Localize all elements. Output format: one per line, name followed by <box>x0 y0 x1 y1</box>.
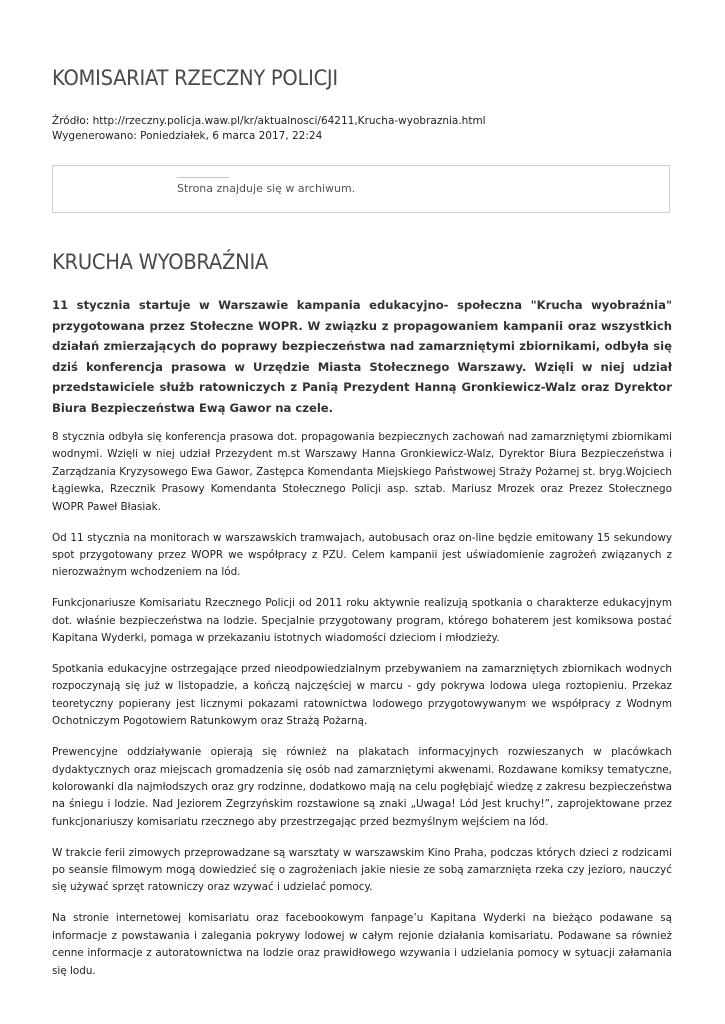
archive-notice-box <box>52 165 670 213</box>
archive-notice-divider <box>177 177 229 178</box>
generated-line: Wygenerowano: Poniedziałek, 6 marca 2017, 22:24 <box>52 130 323 142</box>
article-paragraph: 8 stycznia odbyła się konferencja prasowa dot. propagowania bezpiecznych zachowań nad zamarzniętymi zbiornikami wodnymi. Wzięli w niej udział Przezydent m.st Warszawy Hanna Gronkiewicz-Walz, Dyrektor Biura Bezpieczeństwa i Zarządzania Kryzysowego Ewa Gawor, Zastępca Komendanta Miejskiego Państwowej Straży Pożarnej st. bryg.Wojciech Łągiewka, Rzecznik Prasowy Komendanta Stołecznego Policji asp. sztab. Mariusz Mrozek oraz Prezez Stołecznego WOPR Paweł Błasiak. <box>52 431 672 513</box>
source-line: Źródło: http://rzeczny.policja.waw.pl/kr/aktualnosci/64211,Krucha-wyobraznia.html <box>52 115 486 127</box>
document-meta <box>52 114 486 144</box>
article-paragraph: Prewencyjne oddziaływanie opierają się również na plakatach informacyjnych rozwieszanych w placówkach dydaktycznych oraz miejscach gromadzenia się osób nad zamarzniętymi akwenami. Rozdawane komiksy tematyczne, kolorowanki dla najmłodszych oraz gry rodzinne, dodatkowo mają na celu pogłębiajć wiedzę z zakresu bezpieczeństwa na śniegu i lodzie. Nad Jeziorem Zegrzyńskim rozstawione są znaki „Uwaga! Lód Jest kruchy!”, zaprojektowane przez funkcjonariuszy komisariatu rzecznego aby przestrzegając przed bezmyślnym wejściem na lód. <box>52 746 672 828</box>
site-title: KOMISARIAT RZECZNY POLICJI <box>52 66 338 90</box>
article-paragraph: Spotkania edukacyjne ostrzegające przed nieodpowiedzialnym przebywaniem na zamarzniętych zbiornikach wodnych rozpoczynają się już w listopadzie, a kończą najczęściej w marcu - gdy pokrywa lodowa ulega roztopieniu. Przekaz teoretyczny popierany jest licznymi pokazami ratownictwa lodowego przygotowywanym we współpracy z Wodnym Ochotniczym Pogotowiem Ratunkowym oraz Strażą Pożarną. <box>52 662 672 728</box>
article-title: KRUCHA WYOBRAŹNIA <box>52 250 269 274</box>
article-lead: 11 stycznia startuje w Warszawie kampania edukacyjno- społeczna "Krucha wyobraźnia" przygotowana przez Stołeczne WOPR. W związku z propagowaniem kampanii oraz wszystkich działań zmierzających do poprawy bezpieczeństwa nad zamarzniętymi zbiornikami, odbyła się dziś konferencja prasowa w Urzędzie Miasta Stołecznego Warszawy. Wzięli w niej udział przedstawiciele służb ratowniczych z Panią Prezydent Hanną Gronkiewicz-Walz oraz Dyrektor Biura Bezpieczeństwa Ewą Gawor na czele. <box>52 298 672 415</box>
article-body <box>52 429 672 993</box>
article-paragraph: W trakcie ferii zimowych przeprowadzane są warsztaty w warszawskim Kino Praha, podczas których dzieci z rodzicami po seansie filmowym mogą dowiedzieć się o zagrożeniach jakie niesie ze sobą zamarznięta rzeka czy jezioro, nauczyć się używać sprzęt ratowniczy oraz wzywać i udzielać pomocy. <box>52 846 672 894</box>
article-paragraph: Funkcjonariusze Komisariatu Rzecznego Policji od 2011 roku aktywnie realizują spotkania o charakterze edukacyjnym dot. właśnie bezpieczeństwa na lodzie. Specjalnie przygotowany program, którego bohaterem jest komiksowa postać Kapitana Wyderki, pomaga w przekazaniu istotnych wiadomości dzieciom i młodzieży. <box>52 597 672 645</box>
article-paragraph: Na stronie internetowej komisariatu oraz facebookowym fanpage’u Kapitana Wyderki na bieżąco podawane są informacje z powstawania i zalegania pokrywy lodowej w całym rejonie działania komisariatu. Podawane sa również cenne informacje z autoratownictwa na lodzie oraz prawidłowego wzywania i udzielania pomocy w sytuacji załamania się lodu. <box>52 912 672 977</box>
archive-notice-text: Strona znajduje się w archiwum. <box>177 182 356 195</box>
article-paragraph: Od 11 stycznia na monitorach w warszawskich tramwajach, autobusach oraz on-line będzie emitowany 15 sekundowy spot przygotowany przez WOPR we współpracy z PZU. Celem kampanii jest uświadomienie zagrożeń związanych z nierozważnym wchodzeniem na lód. <box>52 531 672 579</box>
